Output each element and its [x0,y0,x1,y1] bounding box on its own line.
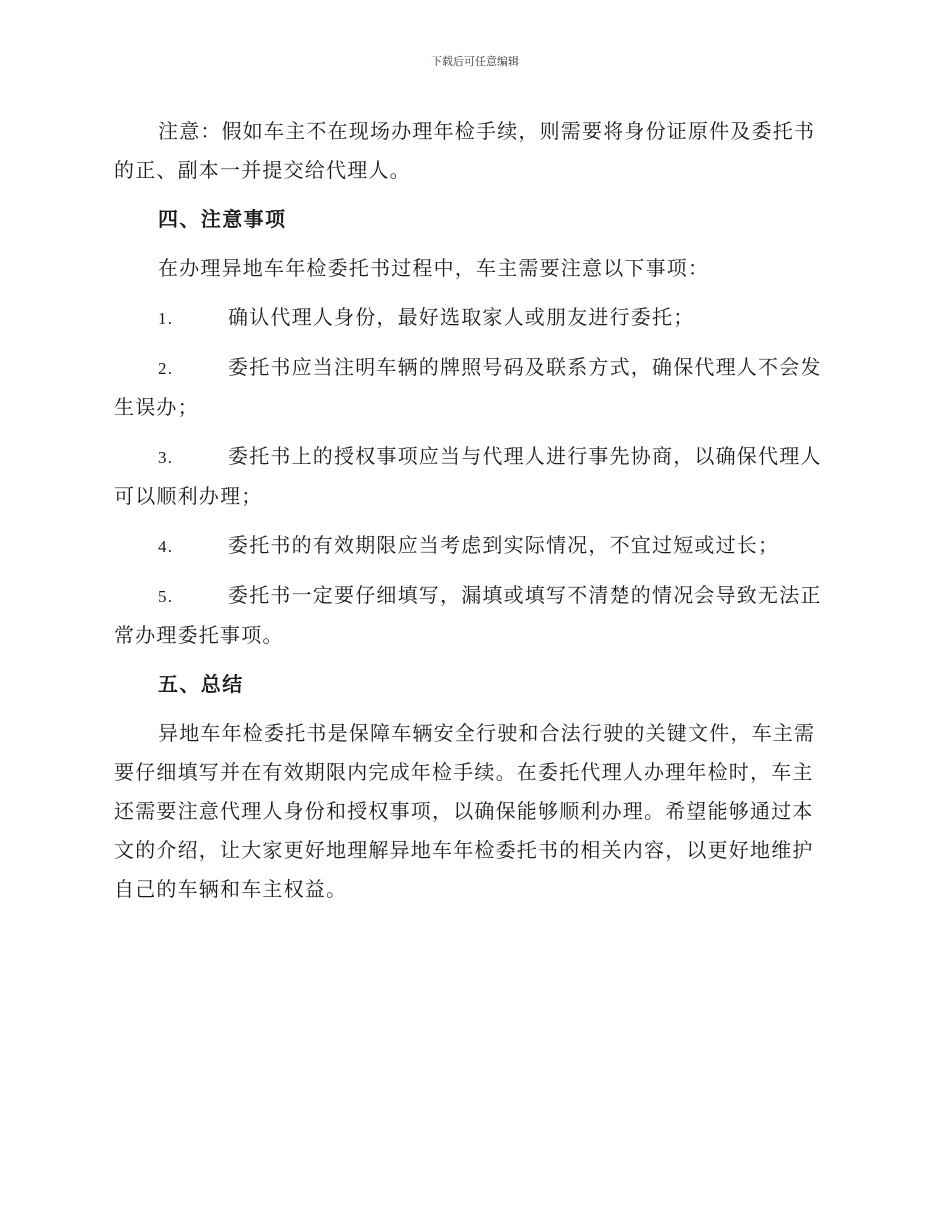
section-5-heading: 五、总结 [158,672,244,696]
list-item-number: 3. [158,448,174,467]
summary-paragraph: 异地车年检委托书是保障车辆安全行驶和合法行驶的关键文件，车主需要仔细填写并在有效期限内完成年检手续。在委托代理人办理年检时，车主还需要注意代理人身份和授权事项，以确保能够顺利办理。希望能够通过本文的介绍，让大家更好地理解异地车年检委托书的相关内容，以更好地维护自己的车辆和车主权益。 [114,721,816,901]
section-4-heading: 四、注意事项 [158,207,287,231]
list-item [114,576,832,655]
section-4-intro: 在办理异地车年检委托书过程中，车主需要注意以下事项： [158,256,710,280]
list-item-number: 5. [158,587,174,606]
page-header: 下载后可任意编辑 [431,55,519,68]
list-item [114,298,832,338]
list-item-text: 委托书一定要仔细填写，漏填或填写不清楚的情况会导致无法正常办理委托事项。 [114,583,822,647]
list-item-number: 2. [158,359,174,378]
list-item-text: 委托书应当注明车辆的牌照号码及联系方式，确保代理人不会发生误办； [114,355,822,419]
list-item-text: 确认代理人身份，最好选取家人或朋友进行委托； [228,305,695,329]
list-item-number: 4. [158,537,174,556]
list-item-text: 委托书的有效期限应当考虑到实际情况，不宜过短或过长； [228,533,780,557]
document-body [114,112,832,909]
list-item-number: 1. [158,309,174,328]
list-item [114,437,832,516]
list-item-text: 委托书上的授权事项应当与代理人进行事先协商，以确保代理人可以顺利办理； [114,444,822,508]
list-item [114,526,832,566]
note-paragraph: 注意：假如车主不在现场办理年检手续，则需要将身份证原件及委托书的正、副本一并提交给代理人。 [114,119,816,182]
list-item [114,348,832,427]
